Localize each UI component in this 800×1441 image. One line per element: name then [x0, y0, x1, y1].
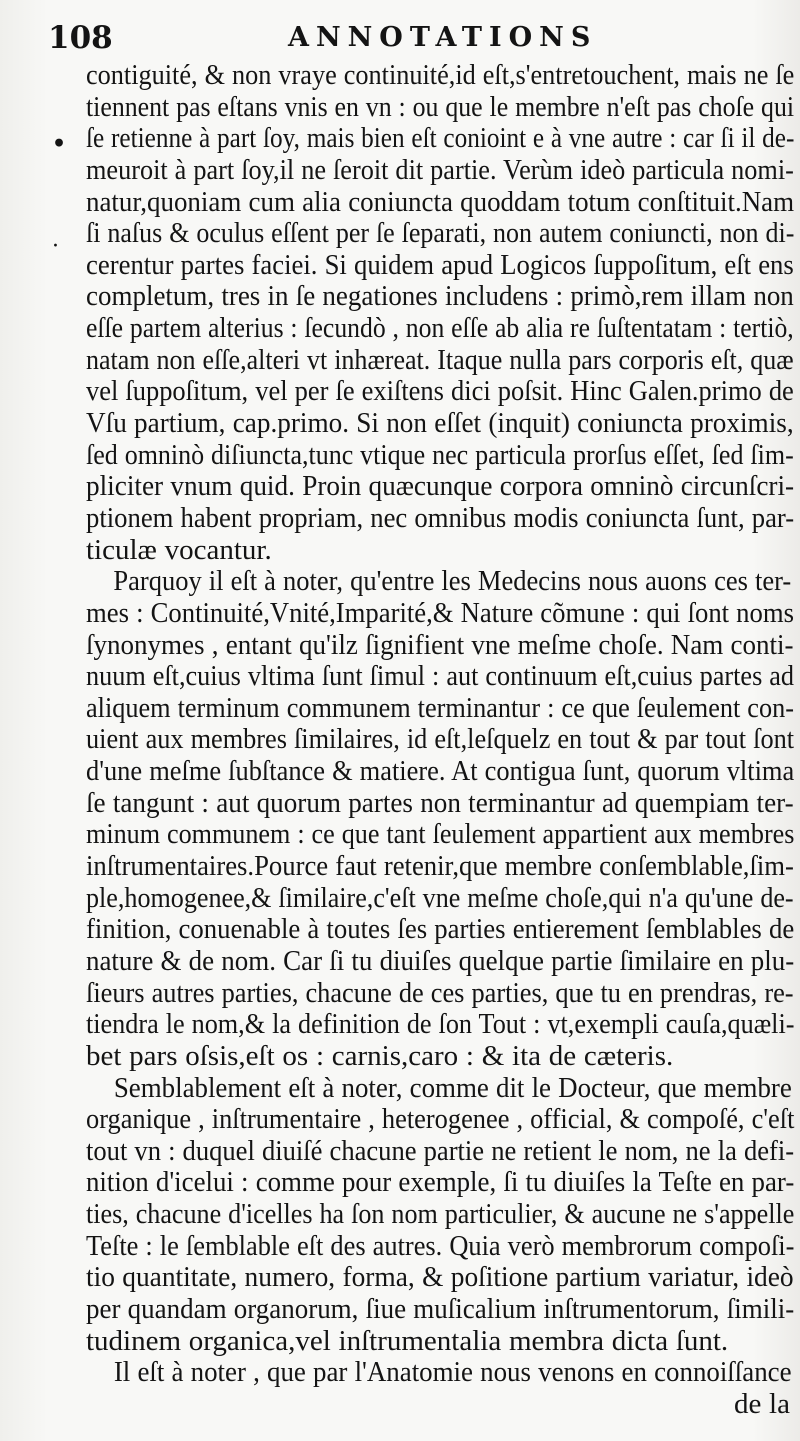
text-line: tout vn : duquel diuiſé chacune partie ne retient le nom, ne la defi-: [86, 1134, 795, 1167]
text-line: per quandam organorum, ſiue muſicalium inſtrumentorum, ſimili-: [86, 1292, 795, 1325]
text-line: natur,quoniam cum alia coniuncta quoddam totum conſtituit.Nam: [86, 185, 795, 218]
catchword: de la: [733, 1387, 790, 1420]
running-head: ANNOTATIONS: [288, 22, 598, 53]
text-line: inſtrumentaires.Pource faut retenir,que membre conſemblable,ſim-: [86, 850, 794, 883]
text-line: ſi naſus & oculus eſſent per ſe ſeparati, non autem coniuncti, non di-: [86, 217, 795, 250]
text-line: d'une meſme ſubſtance & matiere. At contigua ſunt, quorum vltima: [86, 755, 795, 788]
text-line: ſed omninò diſiuncta,tunc vtique nec particula prorſus eſſet, ſed ſim-: [86, 438, 794, 471]
text-line: nature & de nom. Car ſi tu diuiſes quelque partie ſimilaire en plu-: [86, 944, 795, 977]
text-line: ticulæ vocantur.: [86, 533, 272, 566]
text-line: tio quantitate, numero, forma, & poſitione partium variatur, ideò: [86, 1261, 794, 1294]
text-line: vel ſuppoſitum, vel per ſe exiſtens dici poſsit. Hinc Galen.primo de: [86, 375, 794, 408]
text-line: Vſu partium, cap.primo. Si non eſſet (inquit) coniuncta proximis,: [86, 407, 794, 440]
margin-mark: •: [52, 131, 67, 157]
text-line: aliquem terminum communem terminantur : ce que ſeulement con-: [86, 691, 794, 724]
body-text: [86, 60, 794, 1421]
text-line: meuroit à part ſoy,il ne ſeroit dit partie. Verùm ideò particula nomi-: [86, 153, 794, 186]
margin-mark: ·: [52, 234, 59, 259]
text-line: mes : Continuité,Vnité,Imparité,& Nature cõmune : qui ſont noms: [86, 596, 794, 629]
text-line: ſynonymes , entant qu'ilz ſignifient vne meſme choſe. Nam conti-: [86, 628, 794, 661]
text-line: ptionem habent propriam, nec omnibus modis coniuncta ſunt, par-: [86, 501, 795, 534]
text-line: eſſe partem alterius : ſecundò , non eſſe ab alia re ſuſtentatam : tertiò,: [86, 312, 794, 345]
text-line: natam non eſſe,alteri vt inhæreat. Itaque nulla pars corporis eſt, quæ: [86, 343, 794, 376]
text-line: Teſte : le ſemblable eſt des autres. Quia verò membrorum compoſi-: [86, 1229, 795, 1262]
text-line: uient aux membres ſimilaires, id eſt,leſquelz en tout & par tout ſont: [86, 723, 795, 756]
text-line: minum communem : ce que tant ſeulement appartient aux membres: [86, 818, 795, 851]
text-line: pliciter vnum quid. Proin quæcunque corpora omninò circunſcri-: [86, 470, 795, 503]
page-number: 108: [48, 20, 113, 56]
text-line: completum, tres in ſe negationes includens : primò,rem illam non: [86, 280, 794, 313]
text-line: cerentur partes faciei. Si quidem apud Logicos ſuppoſitum, eſt ens: [86, 248, 794, 281]
text-line: organique , inſtrumentaire , heterogenee , official, & compoſé, c'eſt: [86, 1103, 795, 1136]
text-line: tiendra le nom,& la definition de ſon Tout : vt,exempli cauſa,quæli-: [86, 1008, 795, 1041]
text-line: bet pars oſsis,eſt os : carnis,caro : & ita de cæteris.: [86, 1039, 674, 1072]
text-line: tiennent pas eſtans vnis en vn : ou que le membre n'eſt pas choſe qui: [86, 90, 795, 123]
text-line: Semblablement eſt à noter, comme dit le Docteur, que membre: [113, 1071, 792, 1104]
page-header: [48, 18, 770, 58]
text-line: nuum eſt,cuius vltima ſunt ſimul : aut continuum eſt,cuius partes ad: [86, 660, 795, 693]
text-line: contiguité, & non vraye continuité,id eſt,s'entretouchent, mais ne ſe: [86, 59, 795, 91]
text-line: ſe retienne à part ſoy, mais bien eſt conioint e à vne autre : car ſi il de-: [86, 122, 795, 155]
text-line: finition, conuenable à toutes ſes parties entierement ſemblables de: [86, 913, 795, 946]
text-line: ſieurs autres parties, chacune de ces parties, que tu en prendras, re-: [86, 976, 794, 1009]
text-line: Il eſt à noter , que par l'Anatomie nous venons en connoiſſance: [113, 1356, 792, 1389]
text-line: tudinem organica,vel inſtrumentalia membra dicta ſunt.: [86, 1324, 729, 1357]
text-line: ties, chacune d'icelles ha ſon nom particulier, & aucune ne s'appelle: [86, 1198, 795, 1231]
text-line: ſe tangunt : aut quorum partes non terminantur ad quempiam ter-: [86, 786, 794, 819]
text-line: ple,homogenee,& ſimilaire,c'eſt vne meſme choſe,qui n'a qu'une de-: [86, 881, 794, 914]
text-line: Parquoy il eſt à noter, qu'entre les Medecins nous auons ces ter-: [113, 565, 792, 598]
text-line: nition d'icelui : comme pour exemple, ſi tu diuiſes la Teſte en par-: [86, 1166, 795, 1199]
